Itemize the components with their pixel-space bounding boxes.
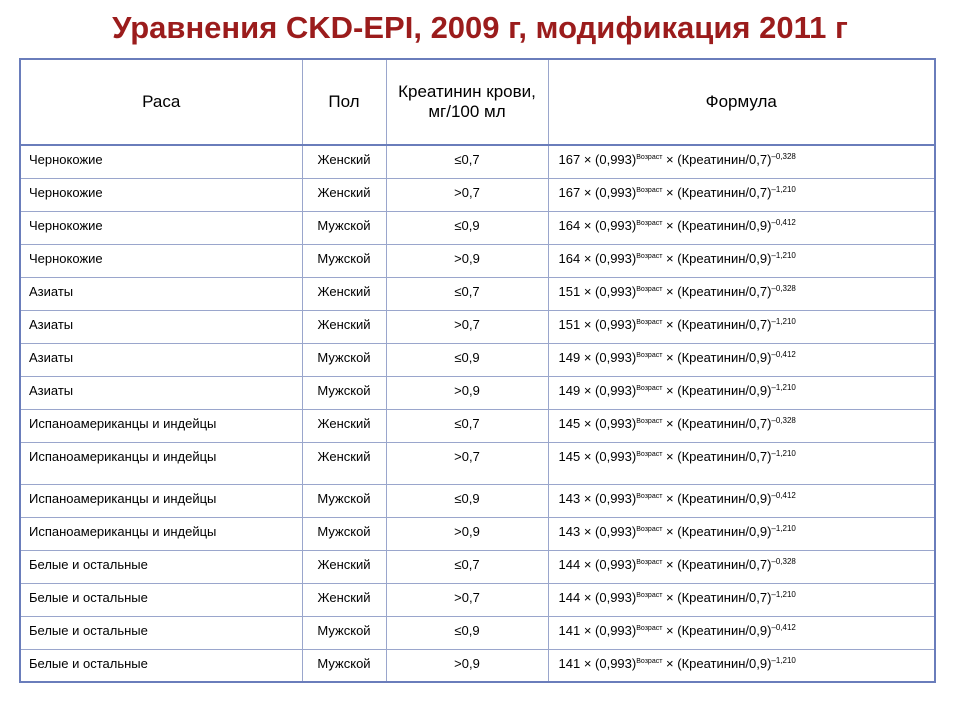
formula-base: (0,993): [595, 490, 637, 506]
cell-race: Белые и остальные: [20, 649, 302, 682]
cell-race: Чернокожие: [20, 178, 302, 211]
formula-age-exponent: Возраст: [636, 492, 663, 500]
formula-coefficient: 143: [558, 490, 581, 506]
cell-creatinine: >0,7: [386, 310, 548, 343]
cell-creatinine: >0,9: [386, 517, 548, 550]
cell-creatinine: ≤0,9: [386, 211, 548, 244]
formula-creatinine-term: × (Креатинин/0,9): [666, 382, 772, 398]
cell-formula: $149 \times (0,993)^{Возраст}$ × (Креатинин/0,9)$^{-0,412}$: [548, 343, 935, 376]
cell-formula: $143 \times (0,993)^{Возраст}$ × (Креатинин/0,9)$^{-0,412}$: [548, 484, 935, 517]
cell-race: Испаноамериканцы и индейцы: [20, 484, 302, 517]
cell-sex: Женский: [302, 178, 386, 211]
table-row: [20, 409, 935, 442]
formula-exponent: –0,412: [771, 349, 796, 359]
cell-race: Испаноамериканцы и индейцы: [20, 517, 302, 550]
formula-age-exponent: Возраст: [636, 318, 663, 326]
cell-sex: Мужской: [302, 244, 386, 277]
cell-race: Белые и остальные: [20, 550, 302, 583]
table-row: [20, 517, 935, 550]
table-body: [20, 145, 935, 682]
formula-exponent: –0,328: [771, 152, 796, 161]
formula-base: (0,993): [595, 655, 637, 671]
cell-creatinine: >0,7: [386, 442, 548, 484]
cell-creatinine: ≤0,9: [386, 484, 548, 517]
cell-formula: $167 \times (0,993)^{Возраст}$ × (Креатинин/0,7)$^{-0,328}$: [548, 145, 935, 178]
formula-coefficient: 144: [558, 589, 581, 605]
cell-creatinine: ≤0,7: [386, 145, 548, 178]
cell-creatinine: >0,9: [386, 649, 548, 682]
formula-age-exponent: Возраст: [636, 591, 663, 599]
cell-sex: Мужской: [302, 343, 386, 376]
formula-creatinine-term: × (Креатинин/0,7): [666, 316, 772, 332]
cell-formula: $164 \times (0,993)^{Возраст}$ × (Креатинин/0,9)$^{-0,412}$: [548, 211, 935, 244]
formula-creatinine-term: × (Креатинин/0,7): [666, 589, 772, 605]
cell-race: Испаноамериканцы и индейцы: [20, 409, 302, 442]
header-formula: Формула: [548, 59, 935, 145]
header-race: Раса: [20, 59, 302, 145]
cell-creatinine: ≤0,7: [386, 550, 548, 583]
formula-age-exponent: Возраст: [636, 525, 663, 533]
cell-creatinine: >0,7: [386, 178, 548, 211]
cell-sex: Мужской: [302, 211, 386, 244]
header-creatinine: Креатинин крови, мг/100 мл: [386, 59, 548, 145]
formula-exponent: –0,412: [771, 622, 796, 632]
formula-coefficient: 145: [558, 448, 581, 464]
formula-exponent: –1,210: [771, 184, 796, 194]
formula-coefficient: 167: [558, 152, 581, 167]
table-row: [20, 484, 935, 517]
formula-coefficient: 141: [558, 655, 581, 671]
formula-base: (0,993): [595, 589, 637, 605]
cell-sex: Женский: [302, 442, 386, 484]
formula-age-exponent: Возраст: [636, 285, 663, 293]
cell-sex: Женский: [302, 310, 386, 343]
cell-creatinine: >0,7: [386, 583, 548, 616]
formula-age-exponent: Возраст: [636, 657, 663, 665]
formula-exponent: –1,210: [771, 250, 796, 260]
formula-age-exponent: Возраст: [636, 450, 663, 458]
formula-coefficient: 149: [558, 349, 581, 365]
formula-base: (0,993): [595, 622, 637, 638]
formula-coefficient: 164: [558, 217, 581, 233]
formula-creatinine-term: × (Креатинин/0,9): [666, 622, 772, 638]
formula-age-exponent: Возраст: [636, 384, 663, 392]
table-row: [20, 178, 935, 211]
cell-race: Испаноамериканцы и индейцы: [20, 442, 302, 484]
cell-sex: Женский: [302, 277, 386, 310]
formula-exponent: –0,412: [771, 490, 796, 500]
formula-age-exponent: Возраст: [636, 351, 663, 359]
formula-base: (0,993): [595, 250, 637, 266]
table-row: [20, 442, 935, 484]
formula-base: (0,993): [595, 523, 637, 539]
ckd-epi-table: [19, 58, 936, 683]
formula-exponent: –0,328: [771, 283, 796, 293]
cell-formula: $149 \times (0,993)^{Возраст}$ × (Креатинин/0,9)$^{-1,210}$: [548, 376, 935, 409]
cell-race: Чернокожие: [20, 211, 302, 244]
formula-exponent: –0,328: [771, 556, 796, 566]
formula-creatinine-term: × (Креатинин/0,7): [666, 556, 772, 572]
formula-age-exponent: Возраст: [636, 186, 663, 194]
formula-exponent: –1,210: [771, 589, 796, 599]
table-row: [20, 277, 935, 310]
cell-formula: $143 \times (0,993)^{Возраст}$ × (Креатинин/0,9)$^{-1,210}$: [548, 517, 935, 550]
formula-base: (0,993): [595, 217, 637, 233]
formula-base: (0,993): [595, 316, 637, 332]
formula-coefficient: 151: [558, 316, 581, 332]
cell-creatinine: ≤0,9: [386, 616, 548, 649]
formula-creatinine-term: × (Креатинин/0,7): [666, 415, 772, 431]
formula-coefficient: 144: [558, 556, 581, 572]
formula-creatinine-term: × (Креатинин/0,9): [666, 217, 772, 233]
table-row: [20, 310, 935, 343]
table-row: [20, 376, 935, 409]
formula-coefficient: 167: [558, 184, 581, 200]
cell-formula: $145 \times (0,993)^{Возраст}$ × (Креатинин/0,7)$^{-0,328}$: [548, 409, 935, 442]
cell-formula: $141 \times (0,993)^{Возраст}$ × (Креатинин/0,9)$^{-0,412}$: [548, 616, 935, 649]
formula-creatinine-term: × (Креатинин/0,9): [666, 250, 772, 266]
table-row: [20, 244, 935, 277]
formula-base: (0,993): [595, 184, 637, 200]
formula-coefficient: 145: [558, 415, 581, 431]
cell-creatinine: >0,9: [386, 244, 548, 277]
formula-base: (0,993): [595, 382, 637, 398]
cell-race: Чернокожие: [20, 244, 302, 277]
cell-formula: $164 \times (0,993)^{Возраст}$ × (Креатинин/0,9)$^{-1,210}$: [548, 244, 935, 277]
cell-formula: $145 \times (0,993)^{Возраст}$ × (Креатинин/0,7)$^{-1,210}$: [548, 442, 935, 484]
cell-sex: Женский: [302, 550, 386, 583]
cell-creatinine: ≤0,7: [386, 277, 548, 310]
formula-coefficient: 164: [558, 250, 581, 266]
page-title: Уравнения CKD-EPI, 2009 г, модификация 2011 г: [112, 10, 848, 45]
formula-exponent: –1,210: [771, 382, 796, 392]
formula-exponent: –1,210: [771, 655, 796, 665]
formula-coefficient: 143: [558, 523, 581, 539]
formula-creatinine-term: × (Креатинин/0,7): [666, 184, 772, 200]
cell-formula: $141 \times (0,993)^{Возраст}$ × (Креатинин/0,9)$^{-1,210}$: [548, 649, 935, 682]
cell-sex: Мужской: [302, 484, 386, 517]
formula-base: (0,993): [595, 448, 637, 464]
formula-creatinine-term: × (Креатинин/0,9): [666, 490, 772, 506]
formula-age-exponent: Возраст: [636, 219, 663, 227]
formula-base: (0,993): [595, 415, 637, 431]
cell-race: Чернокожие: [20, 145, 302, 178]
formula-coefficient: 149: [558, 382, 581, 398]
formula-age-exponent: Возраст: [636, 624, 663, 632]
cell-race: Азиаты: [20, 277, 302, 310]
formula-exponent: –1,210: [771, 523, 796, 533]
cell-creatinine: ≤0,7: [386, 409, 548, 442]
header-sex: Пол: [302, 59, 386, 145]
table-row: [20, 550, 935, 583]
cell-race: Азиаты: [20, 343, 302, 376]
formula-exponent: –0,412: [771, 217, 796, 227]
cell-formula: $151 \times (0,993)^{Возраст}$ × (Креатинин/0,7)$^{-1,210}$: [548, 310, 935, 343]
table-row: [20, 343, 935, 376]
formula-age-exponent: Возраст: [636, 558, 663, 566]
table-row: [20, 616, 935, 649]
cell-formula: $144 \times (0,993)^{Возраст}$ × (Креатинин/0,7)$^{-1,210}$: [548, 583, 935, 616]
formula-exponent: –1,210: [771, 316, 796, 326]
cell-formula: $167 \times (0,993)^{Возраст}$ × (Креатинин/0,7)$^{-1,210}$: [548, 178, 935, 211]
cell-sex: Мужской: [302, 376, 386, 409]
formula-creatinine-term: × (Креатинин/0,9): [666, 655, 772, 671]
formula-creatinine-term: × (Креатинин/0,7): [666, 152, 772, 167]
cell-sex: Женский: [302, 409, 386, 442]
formula-creatinine-term: × (Креатинин/0,9): [666, 523, 772, 539]
cell-race: Азиаты: [20, 376, 302, 409]
cell-sex: Мужской: [302, 517, 386, 550]
cell-race: Белые и остальные: [20, 583, 302, 616]
formula-base: (0,993): [595, 349, 637, 365]
cell-creatinine: ≤0,9: [386, 343, 548, 376]
cell-sex: Женский: [302, 145, 386, 178]
table-row: [20, 649, 935, 682]
formula-exponent: –1,210: [771, 448, 796, 458]
header-row: [20, 59, 935, 145]
formula-age-exponent: Возраст: [636, 252, 663, 260]
formula-age-exponent: Возраст: [636, 417, 663, 425]
cell-race: Азиаты: [20, 310, 302, 343]
cell-creatinine: >0,9: [386, 376, 548, 409]
cell-formula: $144 \times (0,993)^{Возраст}$ × (Креатинин/0,7)$^{-0,328}$: [548, 550, 935, 583]
table-row: [20, 211, 935, 244]
formula-age-exponent: Возраст: [636, 154, 663, 161]
formula-creatinine-term: × (Креатинин/0,7): [666, 448, 772, 464]
cell-sex: Женский: [302, 583, 386, 616]
cell-formula: $151 \times (0,993)^{Возраст}$ × (Креатинин/0,7)$^{-0,328}$: [548, 277, 935, 310]
formula-base: (0,993): [595, 152, 637, 167]
formula-base: (0,993): [595, 556, 637, 572]
table-row: [20, 145, 935, 178]
cell-race: Белые и остальные: [20, 616, 302, 649]
cell-sex: Мужской: [302, 616, 386, 649]
formula-coefficient: 141: [558, 622, 581, 638]
formula-exponent: –0,328: [771, 415, 796, 425]
formula-base: (0,993): [595, 283, 637, 299]
formula-coefficient: 151: [558, 283, 581, 299]
cell-sex: Мужской: [302, 649, 386, 682]
formula-creatinine-term: × (Креатинин/0,7): [666, 283, 772, 299]
formula-creatinine-term: × (Креатинин/0,9): [666, 349, 772, 365]
table-row: [20, 583, 935, 616]
